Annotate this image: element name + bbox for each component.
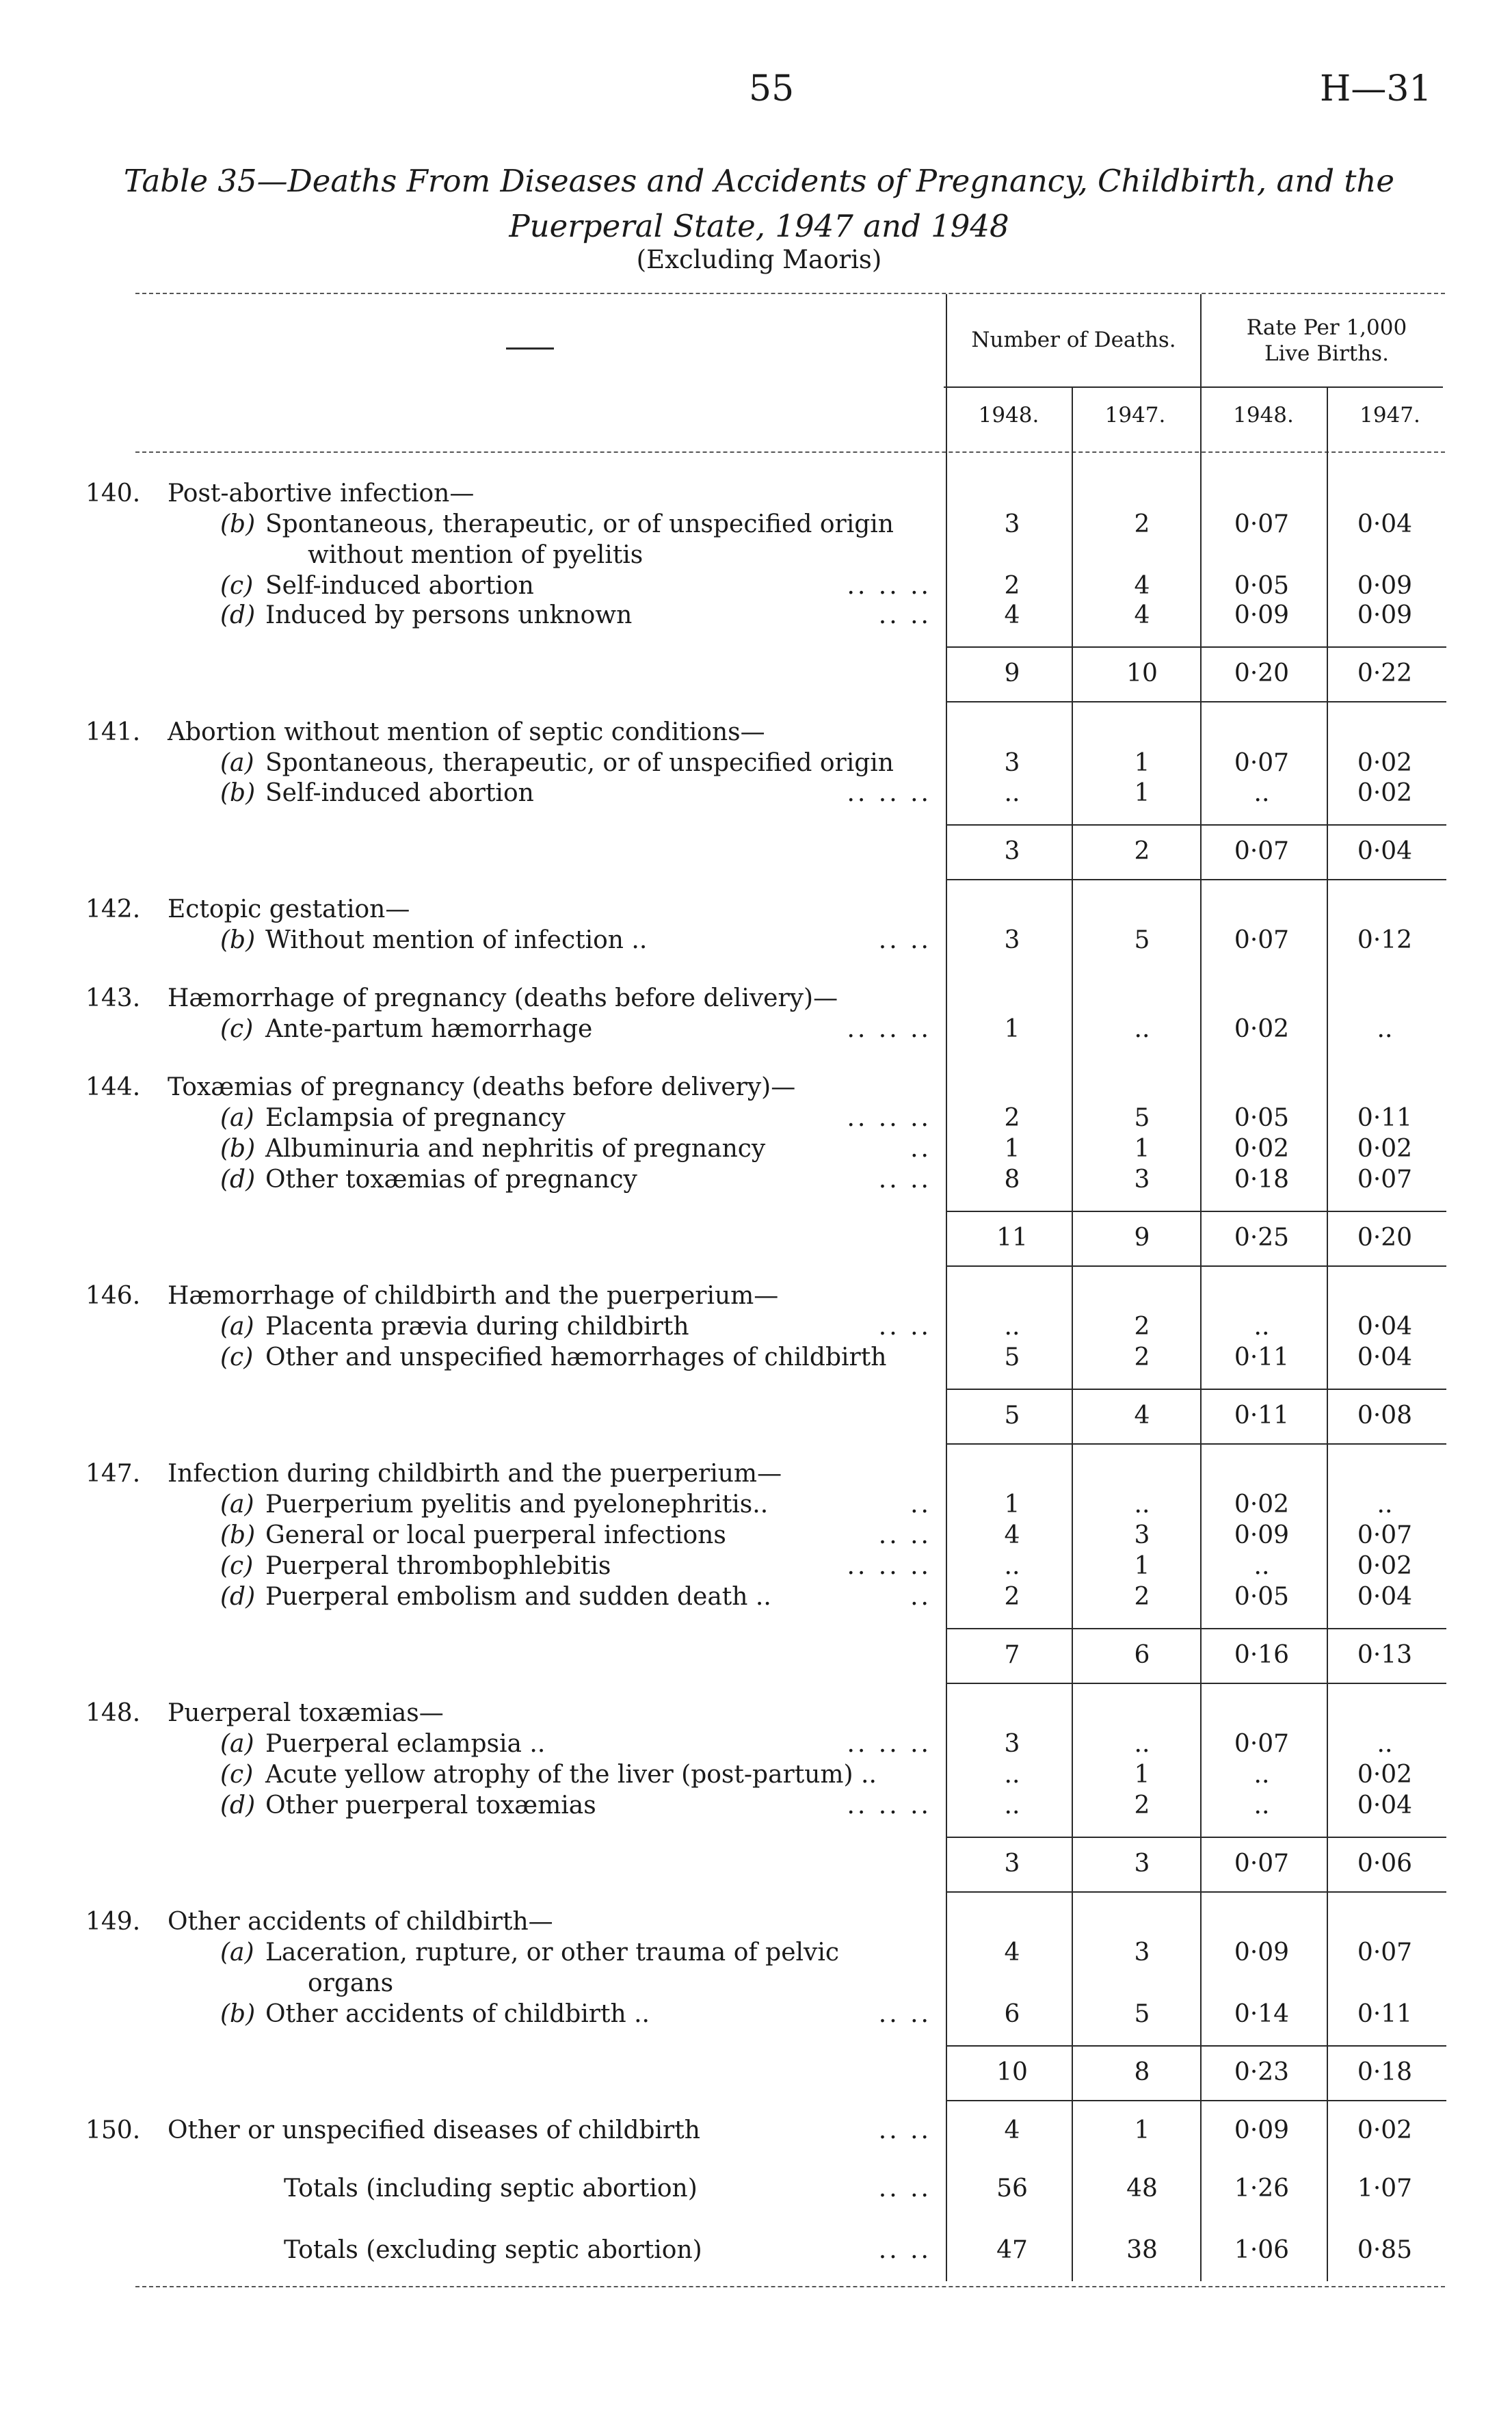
sub-item-letter: (d) — [220, 1166, 256, 1194]
subtotal-row — [0, 1848, 1512, 1880]
cell-deaths-1947: 1 — [1134, 779, 1150, 807]
sub-item-letter: (c) — [220, 572, 254, 600]
cell-rate-1947: 0·04 — [1357, 1583, 1413, 1611]
table-row — [0, 1937, 1512, 1969]
sub-item-letter: (d) — [220, 601, 256, 629]
subtotal-row — [0, 1400, 1512, 1432]
cell-rate-1948: 0·09 — [1234, 2116, 1290, 2144]
row-description: Post-abortive infection— — [168, 479, 475, 508]
rate-header-line-1: Rate Per 1,000 — [1246, 315, 1407, 340]
cell-deaths-1948: 3 — [1004, 926, 1020, 954]
cell-deaths-1948: .. — [1004, 779, 1020, 807]
cell-rate-1947: 0·02 — [1357, 2116, 1413, 2144]
cell-deaths-1948: .. — [1004, 1552, 1020, 1580]
cell-deaths-1948: 4 — [1004, 1939, 1020, 1967]
dot-leader: .. .. — [878, 2116, 931, 2144]
subtotal-rule — [947, 1683, 1446, 1684]
cell-deaths-1947: 2 — [1134, 837, 1150, 865]
dot-leader: .. .. — [878, 1521, 931, 1549]
cell-rate-1947: 0·04 — [1357, 1791, 1413, 1819]
dot-leader: .. .. — [878, 2000, 931, 2028]
row-description: General or local puerperal infections — [265, 1521, 726, 1549]
row-description: Hæmorrhage of pregnancy (deaths before delivery)— — [168, 984, 838, 1012]
cell-rate-1948: .. — [1254, 1761, 1270, 1789]
cell-rate-1947: 0·04 — [1357, 1313, 1413, 1341]
cell-deaths-1948: 2 — [1004, 572, 1020, 600]
cell-deaths-1948: 1 — [1004, 1135, 1020, 1163]
cell-deaths-1947: 1 — [1134, 2116, 1150, 2144]
cell-rate-1947: 0·85 — [1357, 2236, 1413, 2264]
dot-leader: .. .. .. — [847, 779, 931, 807]
row-description: Acute yellow atrophy of the liver (post-partum) .. — [265, 1761, 877, 1789]
cell-rate-1948: 0·02 — [1234, 1490, 1290, 1519]
cell-deaths-1947: 2 — [1134, 1791, 1150, 1819]
subtotal-rule — [947, 1891, 1446, 1893]
table-row — [0, 2115, 1512, 2146]
subtotal-rule — [947, 701, 1446, 702]
subtotal-rule — [947, 1211, 1446, 1212]
cell-rate-1948: 0·16 — [1234, 1641, 1290, 1669]
cell-rate-1948: 0·09 — [1234, 1521, 1290, 1549]
cell-rate-1947: 0·13 — [1357, 1641, 1413, 1669]
table-row — [0, 894, 1512, 925]
cell-rate-1948: 0·11 — [1234, 1343, 1290, 1371]
cell-rate-1948: 0·07 — [1234, 749, 1290, 777]
dot-leader: .. .. — [878, 1166, 931, 1194]
cause-number: 146. — [85, 1282, 141, 1310]
table-row — [0, 1999, 1512, 2030]
table-row — [0, 748, 1512, 779]
sub-item-letter: (d) — [220, 1583, 256, 1611]
cell-deaths-1948: 5 — [1004, 1343, 1020, 1371]
cell-deaths-1948: 10 — [996, 2058, 1028, 2086]
row-description: Placenta prævia during childbirth — [265, 1313, 689, 1341]
cell-rate-1948: .. — [1254, 1791, 1270, 1819]
table-row — [0, 1133, 1512, 1165]
cell-rate-1947: .. — [1377, 1730, 1393, 1758]
subtotal-rule — [947, 646, 1446, 648]
dot-leader: .. .. .. — [847, 1791, 931, 1819]
dot-leader: .. .. .. — [847, 1730, 931, 1758]
cell-rate-1947: 1·07 — [1357, 2174, 1413, 2203]
page-reference: H—31 — [1320, 68, 1432, 109]
cell-rate-1948: 0·18 — [1234, 1166, 1290, 1194]
cell-rate-1948: 0·07 — [1234, 926, 1290, 954]
cause-number: 150. — [85, 2116, 141, 2144]
row-description: Other accidents of childbirth .. — [265, 2000, 650, 2028]
dot-leader: .. .. — [878, 2236, 931, 2264]
subtotal-row — [0, 1222, 1512, 1254]
sub-item-letter: (c) — [220, 1761, 254, 1789]
table-row — [0, 1729, 1512, 1760]
bottom-rule — [135, 2286, 1445, 2287]
cell-rate-1947: 0·11 — [1357, 2000, 1413, 2028]
subtotal-rule — [947, 1389, 1446, 1390]
cell-rate-1947: 0·11 — [1357, 1104, 1413, 1132]
cell-deaths-1948: 6 — [1004, 2000, 1020, 2028]
cell-deaths-1947: 3 — [1134, 1166, 1150, 1194]
subtotal-row — [0, 836, 1512, 867]
cell-rate-1947: 0·02 — [1357, 749, 1413, 777]
row-description: Other and unspecified hæmorrhages of childbirth — [265, 1343, 887, 1371]
sub-item-letter: (c) — [220, 1552, 254, 1580]
cell-deaths-1948: 3 — [1004, 837, 1020, 865]
title-line-1: Table 35—Deaths From Diseases and Accidents of Pregnancy, Childbirth, and the — [123, 163, 1395, 199]
cell-deaths-1948: 56 — [996, 2174, 1028, 2203]
year-header-deaths-1948: 1948. — [978, 403, 1039, 428]
dot-leader: .. .. — [878, 2174, 931, 2203]
cell-rate-1948: 0·07 — [1234, 510, 1290, 538]
row-description: Self-induced abortion — [265, 572, 534, 600]
cell-rate-1947: 0·08 — [1357, 1402, 1413, 1430]
dot-leader: .. .. — [878, 601, 931, 629]
sub-item-letter: (b) — [220, 779, 256, 807]
cell-rate-1948: 1·26 — [1234, 2174, 1290, 2203]
cell-rate-1948: 0·02 — [1234, 1135, 1290, 1163]
sub-item-letter: (b) — [220, 1135, 256, 1163]
cell-deaths-1947: .. — [1134, 1730, 1150, 1758]
subtotal-row — [0, 2057, 1512, 2088]
table-row — [0, 1581, 1512, 1613]
dot-leader: .. — [910, 1583, 931, 1611]
cell-deaths-1947: 5 — [1134, 2000, 1150, 2028]
cell-deaths-1948: 9 — [1004, 659, 1020, 687]
cell-rate-1947: 0·07 — [1357, 1939, 1413, 1967]
row-description: Spontaneous, therapeutic, or of unspecified origin — [265, 749, 894, 777]
cell-deaths-1948: 3 — [1004, 1730, 1020, 1758]
cell-deaths-1947: 2 — [1134, 1313, 1150, 1341]
table-row — [0, 570, 1512, 602]
cell-rate-1948: 0·11 — [1234, 1402, 1290, 1430]
row-description: Ectopic gestation— — [168, 895, 410, 923]
cell-deaths-1947: .. — [1134, 1490, 1150, 1519]
cell-rate-1947: 0·18 — [1357, 2058, 1413, 2086]
row-description: Laceration, rupture, or other trauma of pelvic — [265, 1939, 840, 1967]
subtotal-rule — [947, 1837, 1446, 1838]
cause-number: 149. — [85, 1908, 141, 1936]
cell-deaths-1947: 4 — [1134, 1402, 1150, 1430]
cell-deaths-1948: 2 — [1004, 1104, 1020, 1132]
row-description: organs — [308, 1969, 394, 1997]
sub-item-letter: (d) — [220, 1791, 256, 1819]
cell-deaths-1948: 5 — [1004, 1402, 1020, 1430]
cell-deaths-1948: 1 — [1004, 1015, 1020, 1043]
cause-number: 141. — [85, 718, 141, 746]
cell-rate-1948: 0·05 — [1234, 1104, 1290, 1132]
dot-leader: .. .. — [878, 1313, 931, 1341]
cell-rate-1948: 0·07 — [1234, 1730, 1290, 1758]
subtotal-row — [0, 1640, 1512, 1671]
cell-rate-1948: 0·25 — [1234, 1224, 1290, 1252]
table-row — [0, 1759, 1512, 1791]
subtotal-rule — [947, 1628, 1446, 1629]
row-description: Toxæmias of pregnancy (deaths before delivery)— — [168, 1073, 796, 1101]
sub-item-letter: (b) — [220, 1521, 256, 1549]
subtotal-rule — [947, 2100, 1446, 2101]
sub-item-letter: (b) — [220, 2000, 256, 2028]
cell-rate-1947: 0·22 — [1357, 659, 1413, 687]
cell-rate-1947: 0·07 — [1357, 1521, 1413, 1549]
row-description: Puerperal thrombophlebitis — [265, 1552, 611, 1580]
cell-deaths-1947: 2 — [1134, 1583, 1150, 1611]
table-row — [0, 1342, 1512, 1374]
cell-deaths-1947: 5 — [1134, 926, 1150, 954]
cell-deaths-1947: 2 — [1134, 1343, 1150, 1371]
sub-item-letter: (a) — [220, 749, 254, 777]
dot-leader: .. — [910, 1490, 931, 1519]
cell-rate-1947: 0·12 — [1357, 926, 1413, 954]
cell-rate-1948: .. — [1254, 1552, 1270, 1580]
table-row — [0, 925, 1512, 956]
row-description: Without mention of infection .. — [265, 926, 648, 954]
row-description: Totals (excluding septic abortion) — [284, 2236, 702, 2264]
row-description: Puerperal embolism and sudden death .. — [265, 1583, 771, 1611]
cell-deaths-1947: 3 — [1134, 1521, 1150, 1549]
cell-rate-1948: 0·20 — [1234, 659, 1290, 687]
cell-deaths-1948: 2 — [1004, 1583, 1020, 1611]
row-description: Spontaneous, therapeutic, or of unspecified origin — [265, 510, 894, 538]
table-row — [0, 1458, 1512, 1490]
cell-deaths-1947: 10 — [1126, 659, 1158, 687]
sub-item-letter: (b) — [220, 510, 256, 538]
row-description: without mention of pyelitis — [308, 541, 644, 569]
cell-deaths-1947: .. — [1134, 1015, 1150, 1043]
sub-item-letter: (c) — [220, 1343, 254, 1371]
cell-rate-1948: .. — [1254, 779, 1270, 807]
cell-rate-1947: 0·02 — [1357, 779, 1413, 807]
cell-rate-1947: 0·04 — [1357, 1343, 1413, 1371]
cell-rate-1948: 0·05 — [1234, 1583, 1290, 1611]
table-row — [0, 1014, 1512, 1045]
cell-deaths-1948: 4 — [1004, 2116, 1020, 2144]
dot-leader: .. .. — [878, 926, 931, 954]
cell-deaths-1947: 3 — [1134, 1850, 1150, 1878]
cell-deaths-1947: 1 — [1134, 749, 1150, 777]
row-description: Eclampsia of pregnancy — [265, 1104, 566, 1132]
cell-deaths-1947: 38 — [1126, 2236, 1158, 2264]
cell-deaths-1948: .. — [1004, 1761, 1020, 1789]
table-row — [0, 1520, 1512, 1551]
cell-deaths-1947: 1 — [1134, 1761, 1150, 1789]
cell-deaths-1948: 3 — [1004, 510, 1020, 538]
row-description: Puerperal toxæmias— — [168, 1699, 444, 1727]
cell-rate-1948: 1·06 — [1234, 2236, 1290, 2264]
row-description: Other accidents of childbirth— — [168, 1908, 553, 1936]
table-row — [0, 1072, 1512, 1103]
cell-deaths-1948: 47 — [996, 2236, 1028, 2264]
cell-deaths-1947: 2 — [1134, 510, 1150, 538]
cell-deaths-1948: 3 — [1004, 1850, 1020, 1878]
table-row — [0, 1790, 1512, 1822]
table-row — [0, 1489, 1512, 1521]
cell-deaths-1947: 4 — [1134, 572, 1150, 600]
cell-rate-1948: 0·23 — [1234, 2058, 1290, 2086]
page-number: 55 — [749, 68, 795, 109]
table-row — [0, 509, 1512, 540]
cell-rate-1948: 0·14 — [1234, 2000, 1290, 2028]
cell-deaths-1948: 11 — [996, 1224, 1028, 1252]
row-description: Puerperal eclampsia .. — [265, 1730, 546, 1758]
row-description: Other puerperal toxæmias — [265, 1791, 596, 1819]
cell-rate-1947: 0·06 — [1357, 1850, 1413, 1878]
subtotal-rule — [947, 879, 1446, 880]
cell-rate-1947: 0·02 — [1357, 1135, 1413, 1163]
table-row — [0, 1164, 1512, 1196]
sub-item-letter: (b) — [220, 926, 256, 954]
subtotal-rule — [947, 1443, 1446, 1445]
cause-number: 140. — [85, 479, 141, 508]
cell-deaths-1947: 6 — [1134, 1641, 1150, 1669]
cell-deaths-1947: 3 — [1134, 1939, 1150, 1967]
year-header-rate-1948: 1948. — [1233, 403, 1294, 428]
subtotal-rule — [947, 824, 1446, 826]
table-subtitle: (Excluding Maoris) — [636, 245, 882, 274]
subtotal-rule — [947, 1265, 1446, 1267]
grand-total-row — [0, 2235, 1512, 2266]
cell-deaths-1948: .. — [1004, 1791, 1020, 1819]
row-description: Other toxæmias of pregnancy — [265, 1166, 637, 1194]
cell-rate-1948: 0·02 — [1234, 1015, 1290, 1043]
cell-rate-1948: .. — [1254, 1313, 1270, 1341]
cell-rate-1947: 0·07 — [1357, 1166, 1413, 1194]
row-description: Induced by persons unknown — [265, 601, 633, 629]
sub-item-letter: (a) — [220, 1104, 254, 1132]
table-row — [0, 1968, 1512, 1999]
grand-total-row — [0, 2173, 1512, 2205]
table-row — [0, 1280, 1512, 1312]
row-description: Albuminuria and nephritis of pregnancy — [265, 1135, 766, 1163]
year-header-deaths-1947: 1947. — [1104, 403, 1166, 428]
cell-rate-1948: 0·07 — [1234, 1850, 1290, 1878]
cell-deaths-1948: .. — [1004, 1313, 1020, 1341]
cell-deaths-1948: 8 — [1004, 1166, 1020, 1194]
cell-rate-1947: 0·04 — [1357, 510, 1413, 538]
cell-rate-1947: 0·20 — [1357, 1224, 1413, 1252]
table-row — [0, 778, 1512, 809]
cell-deaths-1947: 1 — [1134, 1552, 1150, 1580]
cell-deaths-1947: 8 — [1134, 2058, 1150, 2086]
table-row — [0, 717, 1512, 748]
cell-rate-1948: 0·07 — [1234, 837, 1290, 865]
cause-number: 142. — [85, 895, 141, 923]
dot-leader: .. .. .. — [847, 1552, 931, 1580]
table-row — [0, 1906, 1512, 1938]
sub-item-letter: (c) — [220, 1015, 254, 1043]
cell-deaths-1947: 1 — [1134, 1135, 1150, 1163]
cell-rate-1947: 0·02 — [1357, 1552, 1413, 1580]
table-row — [0, 983, 1512, 1014]
cell-deaths-1948: 4 — [1004, 1521, 1020, 1549]
cell-rate-1948: 0·09 — [1234, 601, 1290, 629]
subtotal-row — [0, 658, 1512, 689]
row-description: Infection during childbirth and the puerperium— — [168, 1460, 782, 1488]
row-description: Hæmorrhage of childbirth and the puerperium— — [168, 1282, 779, 1310]
sub-item-letter: (a) — [220, 1939, 254, 1967]
dot-leader: .. — [910, 1135, 931, 1163]
row-description: Abortion without mention of septic conditions— — [168, 718, 765, 746]
cause-number: 143. — [85, 984, 141, 1012]
cell-deaths-1947: 9 — [1134, 1224, 1150, 1252]
cause-number: 148. — [85, 1699, 141, 1727]
cell-rate-1947: 0·02 — [1357, 1761, 1413, 1789]
cell-deaths-1948: 3 — [1004, 749, 1020, 777]
number-of-deaths-header: Number of Deaths. — [971, 328, 1176, 352]
cell-rate-1947: 0·09 — [1357, 572, 1413, 600]
cell-deaths-1948: 7 — [1004, 1641, 1020, 1669]
cell-deaths-1947: 5 — [1134, 1104, 1150, 1132]
dot-leader: .. .. .. — [847, 572, 931, 600]
cell-rate-1947: .. — [1377, 1490, 1393, 1519]
row-description: Self-induced abortion — [265, 779, 534, 807]
row-description: Puerperium pyelitis and pyelonephritis.. — [265, 1490, 769, 1519]
year-header-rate-1947: 1947. — [1360, 403, 1420, 428]
cell-deaths-1947: 48 — [1126, 2174, 1158, 2203]
table-row — [0, 1103, 1512, 1134]
cell-rate-1947: .. — [1377, 1015, 1393, 1043]
sub-item-letter: (a) — [220, 1490, 254, 1519]
row-description: Other or unspecified diseases of childbirth — [168, 2116, 700, 2144]
cell-deaths-1948: 4 — [1004, 601, 1020, 629]
table-row — [0, 600, 1512, 631]
cause-number: 147. — [85, 1460, 141, 1488]
cause-number: 144. — [85, 1073, 141, 1101]
table-row — [0, 1311, 1512, 1343]
table-row — [0, 540, 1512, 571]
cell-deaths-1947: 4 — [1134, 601, 1150, 629]
table-row — [0, 1698, 1512, 1729]
row-description: Totals (including septic abortion) — [284, 2174, 698, 2203]
table-row — [0, 478, 1512, 510]
rate-header-line-2: Live Births. — [1264, 341, 1389, 366]
table-row — [0, 1551, 1512, 1582]
sub-item-letter: (a) — [220, 1313, 254, 1341]
dot-leader: .. .. .. — [847, 1104, 931, 1132]
subtotal-rule — [947, 2045, 1446, 2047]
row-description: Ante-partum hæmorrhage — [265, 1015, 593, 1043]
sub-item-letter: (a) — [220, 1730, 254, 1758]
title-line-2: Puerperal State, 1947 and 1948 — [509, 208, 1009, 244]
cell-rate-1947: 0·09 — [1357, 601, 1413, 629]
dot-leader: .. .. .. — [847, 1015, 931, 1043]
cell-rate-1948: 0·09 — [1234, 1939, 1290, 1967]
cell-deaths-1948: 1 — [1004, 1490, 1020, 1519]
cell-rate-1947: 0·04 — [1357, 837, 1413, 865]
cell-rate-1948: 0·05 — [1234, 572, 1290, 600]
